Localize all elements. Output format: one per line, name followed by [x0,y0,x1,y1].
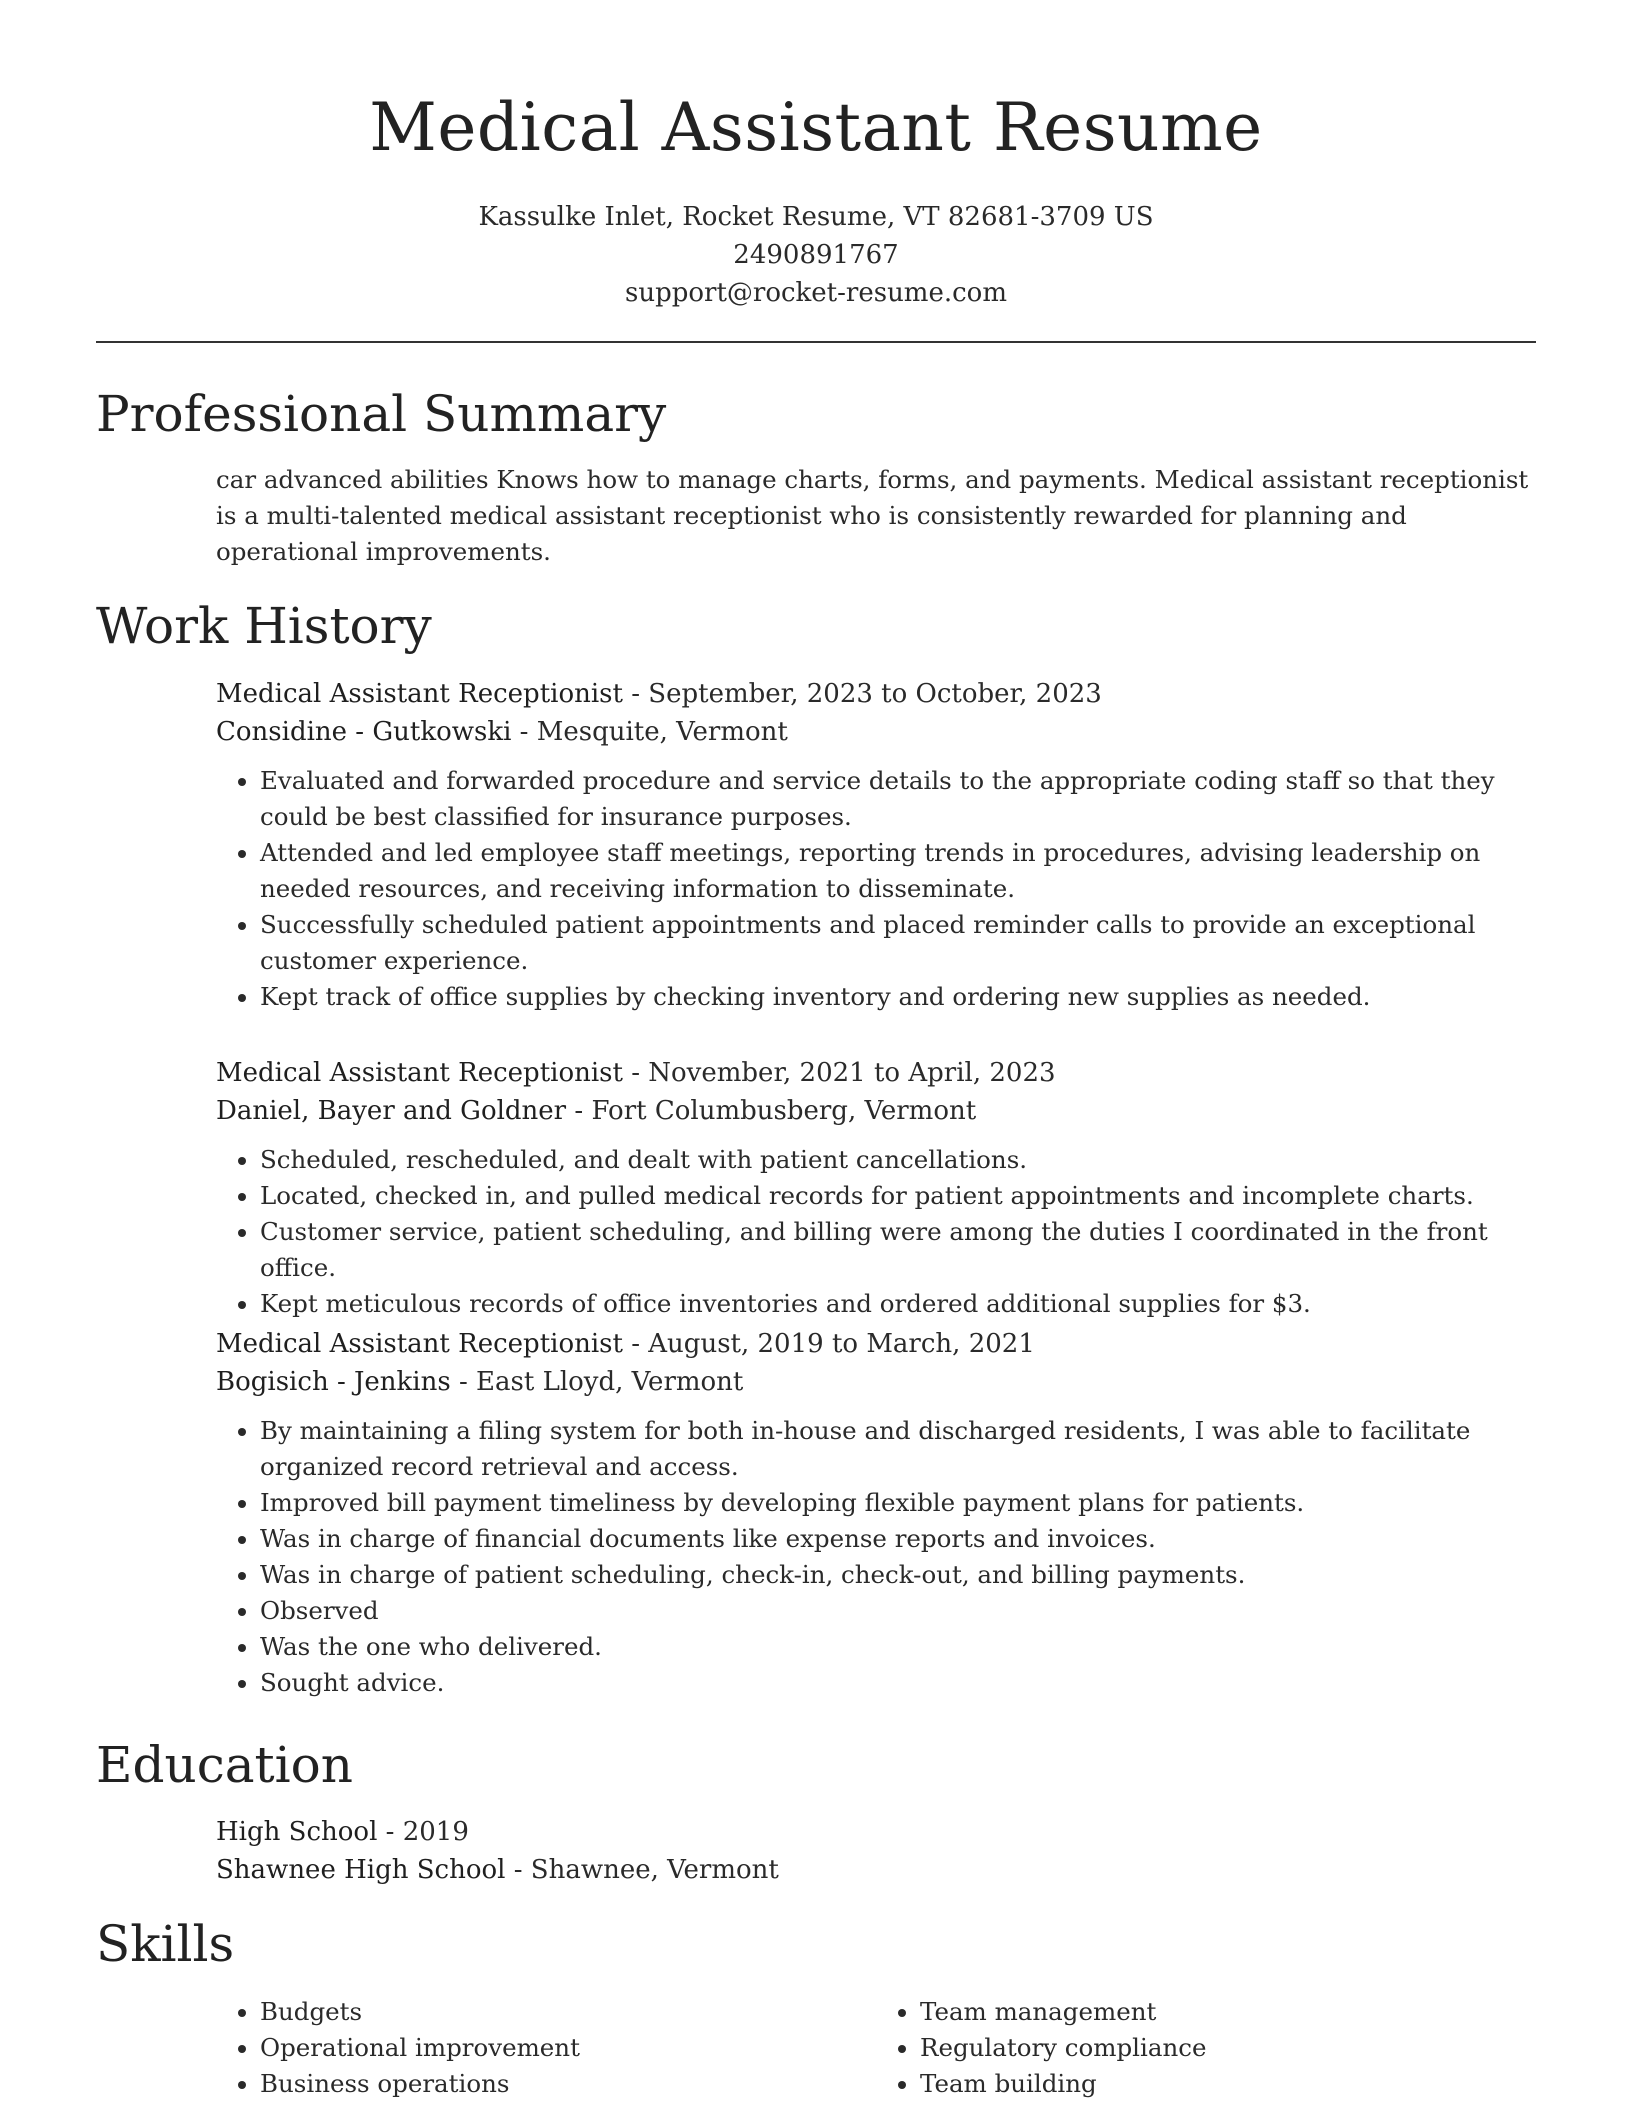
email-text: support@rocket-resume.com [624,278,1007,308]
job-location: - East Lloyd, Vermont [450,1367,744,1397]
job-position: Medical Assistant Receptionist [216,1058,623,1088]
job-title-line [216,675,1536,713]
job-location: - Mesquite, Vermont [511,717,788,747]
list-item: • Improved bill payment timeliness by developing flexible payment plans for patients. [260,1485,1536,1521]
skills-list-left [216,1994,876,2102]
skills-section [216,1994,1536,2102]
job-entry [216,1325,1536,1701]
job-company: Daniel, Bayer and Goldner [216,1096,567,1126]
list-item: • By maintaining a filing system for both in-house and discharged residents, I was able to facilitate organized record retrieval and access. [260,1413,1536,1485]
education-degree-line [216,1813,1536,1851]
job-dates: - September, 2023 to October, 2023 [622,679,1102,709]
list-item: • Team management [920,1994,1536,2030]
skills-columns [216,1994,1536,2102]
list-item: • Was in charge of patient scheduling, check-in, check-out, and billing payments. [260,1557,1536,1593]
summary-heading: Professional Summary [96,385,667,443]
education-school: Shawnee High School [216,1855,506,1885]
list-item: • Was in charge of financial documents like expense reports and invoices. [260,1521,1536,1557]
education-degree: High School [216,1817,378,1847]
list-item: • Kept meticulous records of office inventories and ordered additional supplies for $3. [260,1286,1536,1322]
job-position: Medical Assistant Receptionist [216,1329,623,1359]
work-history-heading: Work History [96,597,432,655]
list-item: • Evaluated and forwarded procedure and service details to the appropriate coding staff so that they could be best classified for insurance purposes. [260,763,1536,835]
list-item: • Team building [920,2066,1536,2102]
job-company-line [216,1363,1536,1401]
list-item: • Regulatory compliance [920,2030,1536,2066]
skills-heading: Skills [96,1915,235,1973]
header-divider [96,341,1536,343]
job-dates: - August, 2019 to March, 2021 [622,1329,1035,1359]
education-school-line [216,1851,1536,1889]
summary-text: car advanced abilities Knows how to manage charts, forms, and payments. Medical assistant receptionist is a multi-talented medical assistant receptionist who is consistently rewarded for planning and operational improvements. [216,465,1529,566]
job-dates: - November, 2021 to April, 2023 [622,1058,1056,1088]
list-item: • Located, checked in, and pulled medical records for patient appointments and incomplete charts. [260,1178,1536,1214]
list-item: • Business operations [260,2066,876,2102]
resume-title: Medical Assistant Resume [369,89,1263,166]
skills-list-right [876,1994,1536,2102]
job-company-line [216,1092,1536,1130]
education-year: - 2019 [377,1817,469,1847]
contact-block [0,198,1632,312]
summary-section [216,462,1536,570]
job-title-line [216,1325,1536,1363]
job-bullets [216,1413,1536,1701]
list-item: • Budgets [260,1994,876,2030]
education-entry [216,1813,1536,1889]
job-position: Medical Assistant Receptionist [216,679,623,709]
list-item: • Customer service, patient scheduling, and billing were among the duties I coordinated in the front office. [260,1214,1536,1286]
job-title-line [216,1054,1536,1092]
list-item: • Was the one who delivered. [260,1629,1536,1665]
job-bullets [216,1142,1536,1322]
list-item: • Kept track of office supplies by checking inventory and ordering new supplies as needed. [260,979,1536,1015]
job-company: Considine - Gutkowski [216,717,512,747]
education-heading: Education [96,1736,353,1794]
job-bullets [216,763,1536,1015]
address-text: Kassulke Inlet, Rocket Resume, VT 82681-3709 US [478,202,1154,232]
job-company-line [216,713,1536,751]
job-location: - Fort Columbusberg, Vermont [566,1096,977,1126]
job-entry [216,1054,1536,1322]
list-item: • Operational improvement [260,2030,876,2066]
list-item: • Successfully scheduled patient appointments and placed reminder calls to provide an exceptional customer experience. [260,907,1536,979]
phone-text: 2490891767 [733,240,899,270]
list-item: • Scheduled, rescheduled, and dealt with patient cancellations. [260,1142,1536,1178]
list-item: • Observed [260,1593,1536,1629]
list-item: • Attended and led employee staff meetings, reporting trends in procedures, advising leadership on needed resources, and receiving information to disseminate. [260,835,1536,907]
resume-header [0,0,1632,312]
education-location: - Shawnee, Vermont [505,1855,779,1885]
job-company: Bogisich - Jenkins [216,1367,451,1397]
list-item: • Sought advice. [260,1665,1536,1701]
job-entry [216,675,1536,1015]
